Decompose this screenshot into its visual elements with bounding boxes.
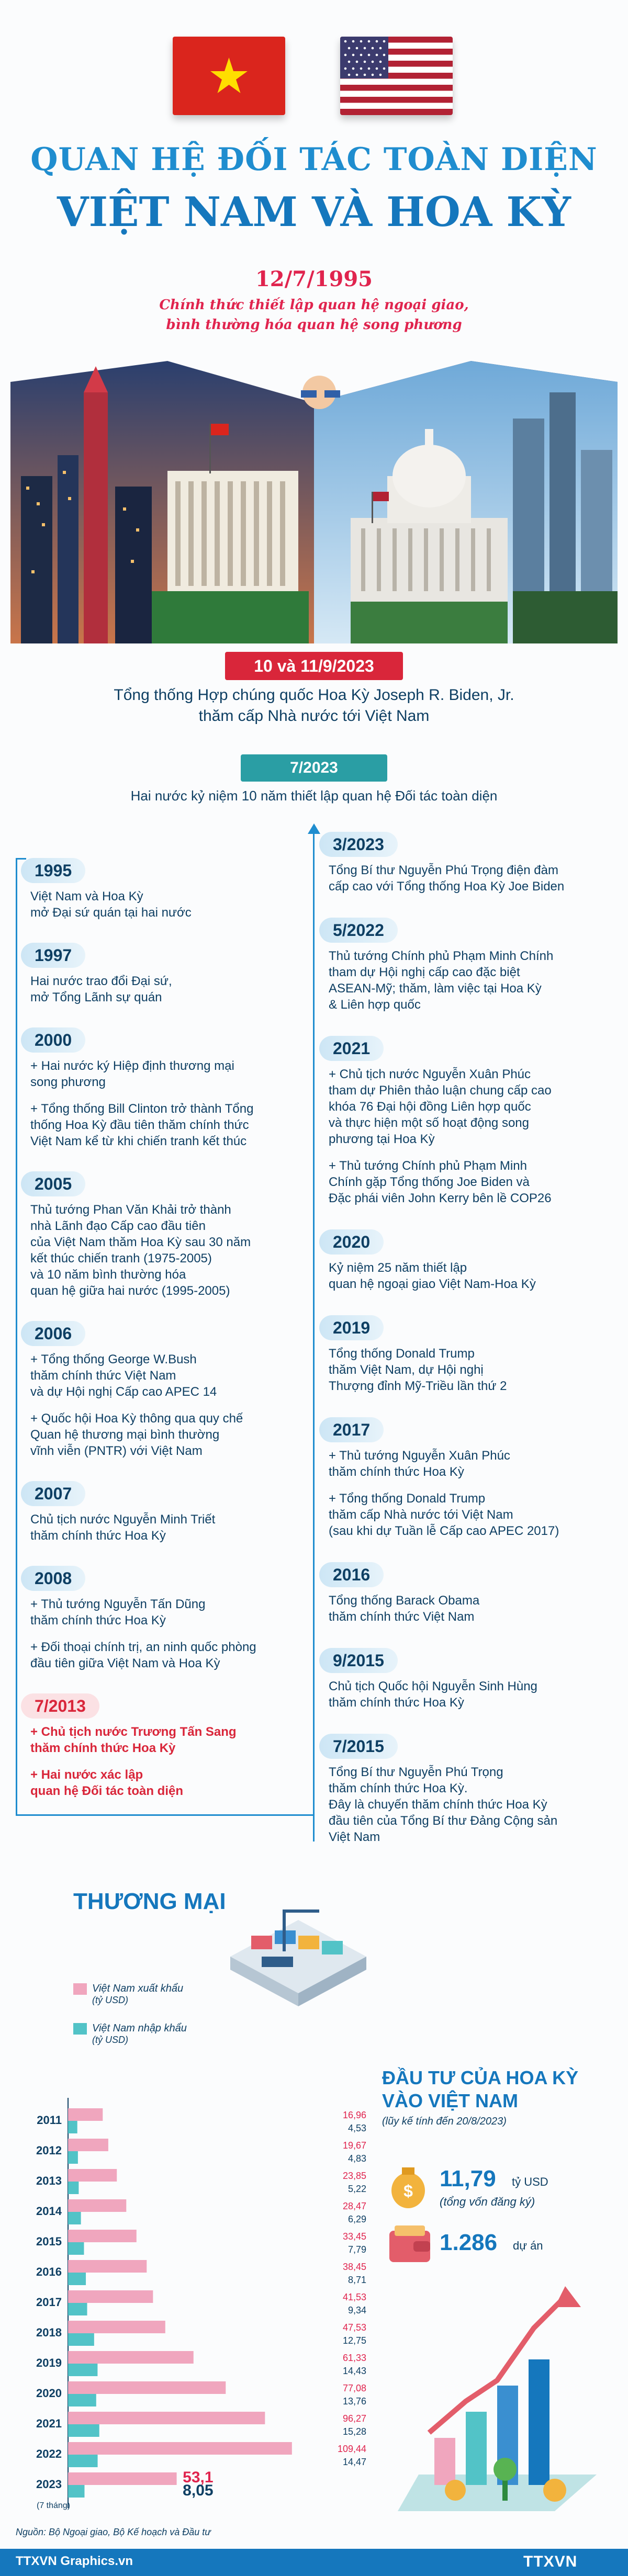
wallet-icon xyxy=(387,2223,432,2265)
left-event-line: Hai nước trao đổi Đại sứ, xyxy=(30,974,172,988)
left-event-5-0 xyxy=(30,1511,215,1544)
left-event-line: thăm chính thức Hoa Kỳ xyxy=(30,1741,176,1755)
right-event-line: + Tổng thống Donald Trump xyxy=(329,1492,486,1506)
export-value-label: 19,67 xyxy=(342,2140,366,2151)
right-event-line: + Chủ tịch nước Nguyễn Xuân Phúc xyxy=(329,1067,531,1081)
export-bar xyxy=(68,2321,165,2333)
export-value-label: 38,45 xyxy=(342,2262,366,2272)
establishment-date: 12/7/1995 xyxy=(255,267,373,291)
export-value-label: 77,08 xyxy=(342,2383,366,2393)
export-bar xyxy=(68,2351,194,2364)
right-event-line: Thủ tướng Chính phủ Phạm Minh Chính xyxy=(329,949,554,963)
export-bar xyxy=(68,2139,108,2151)
left-event-4-1 xyxy=(30,1410,243,1459)
left-year-5: 2007 xyxy=(21,1481,85,1506)
state-visit-line-1: Tổng thống Hợp chúng quốc Hoa Kỳ Joseph R. Biden, Jr. xyxy=(114,686,514,704)
category-label: 2013 xyxy=(36,2174,62,2187)
export-value-label: 16,96 xyxy=(342,2110,366,2120)
right-event-line: khóa 76 Đại hội đồng Liên hợp quốc xyxy=(329,1100,531,1114)
left-event-2-1 xyxy=(30,1101,253,1149)
left-year-7: 7/2013 xyxy=(21,1693,99,1719)
import-value-label: 15,28 xyxy=(342,2426,366,2437)
right-event-line: quan hệ ngoại giao Việt Nam-Hoa Kỳ xyxy=(329,1277,536,1291)
left-event-line: Việt Nam và Hoa Kỳ xyxy=(30,889,143,903)
category-label: 2015 xyxy=(36,2235,62,2248)
right-event-line: ASEAN-Mỹ; thăm, làm việc tại Hoa Kỳ xyxy=(329,981,542,996)
left-year-3: 2005 xyxy=(21,1171,85,1196)
right-event-line: Tổng Bí thư Nguyễn Phú Trọng xyxy=(329,1765,503,1779)
import-bar xyxy=(68,2151,78,2164)
legend-import-unit: (tỷ USD) xyxy=(92,2035,128,2045)
timeline-left-rail xyxy=(16,858,17,1815)
left-event-7-1 xyxy=(30,1767,183,1799)
right-event-line: phương tại Hoa Kỳ xyxy=(329,1132,435,1146)
right-year-8: 7/2015 xyxy=(319,1734,398,1759)
projects-value: 1.286 xyxy=(440,2230,498,2255)
right-event-2-1 xyxy=(329,1158,552,1206)
right-year-3: 2020 xyxy=(319,1229,384,1255)
left-event-line: + Thủ tướng Nguyễn Tấn Dũng xyxy=(30,1597,206,1611)
skyline-illustration xyxy=(10,361,618,643)
left-event-line: + Tổng thống George W.Bush xyxy=(30,1352,197,1366)
timeline-left-cap xyxy=(16,858,26,860)
subtitle-line-2: bình thường hóa quan hệ song phương xyxy=(166,317,462,333)
export-bar xyxy=(68,2108,103,2121)
right-year-6: 2016 xyxy=(319,1562,384,1587)
import-bar xyxy=(68,2424,99,2437)
import-bar xyxy=(68,2303,87,2315)
import-value-label: 4,83 xyxy=(347,2153,366,2164)
import-value-label: 14,43 xyxy=(342,2366,366,2376)
left-event-line: + Quốc hội Hoa Kỳ thông qua quy chế xyxy=(30,1411,243,1426)
right-year-5: 2017 xyxy=(319,1417,384,1442)
category-label: 2018 xyxy=(36,2326,62,2339)
export-bar xyxy=(68,2412,265,2424)
investment-title-line-2: VÀO VIỆT NAM xyxy=(382,2090,519,2111)
category-label: 2020 xyxy=(36,2387,62,2400)
right-event-line: Đây là chuyến thăm chính thức Hoa Kỳ xyxy=(329,1798,547,1812)
right-event-5-0 xyxy=(329,1448,510,1480)
import-bar xyxy=(68,2364,97,2376)
import-value-label: 12,75 xyxy=(342,2335,366,2346)
import-value-label: 8,71 xyxy=(347,2275,366,2285)
right-event-line: + Thủ tướng Nguyễn Xuân Phúc xyxy=(329,1449,510,1463)
right-event-line: Kỷ niệm 25 năm thiết lập xyxy=(329,1261,467,1275)
left-event-0-0 xyxy=(30,888,192,921)
import-value-label: 9,34 xyxy=(347,2305,366,2315)
left-event-6-1 xyxy=(30,1639,256,1671)
right-event-line: cấp cao với Tổng thống Hoa Kỳ Joe Biden xyxy=(329,879,565,894)
left-event-line: mở Tổng Lãnh sự quán xyxy=(30,990,162,1004)
left-event-line: vĩnh viễn (PNTR) với Việt Nam xyxy=(30,1444,203,1458)
import-value-label: 13,76 xyxy=(342,2396,366,2406)
trade-bar-chart xyxy=(0,2093,382,2511)
right-event-5-1 xyxy=(329,1490,559,1539)
import-bar xyxy=(68,2394,96,2406)
subtitle-line-1: Chính thức thiết lập quan hệ ngoại giao, xyxy=(159,297,469,313)
export-value-label: 61,33 xyxy=(342,2353,366,2363)
category-label: 2022 xyxy=(36,2447,62,2460)
left-event-line: kết thúc chiến tranh (1975-2005) xyxy=(30,1251,212,1266)
export-value-label: 23,85 xyxy=(342,2171,366,2181)
category-label: 2014 xyxy=(36,2205,62,2218)
right-event-line: tham dự Phiên thảo luận chung cấp cao xyxy=(329,1083,552,1098)
right-event-line: Tổng Bí thư Nguyễn Phú Trọng điện đàm xyxy=(329,863,558,877)
left-event-3-0 xyxy=(30,1202,251,1299)
export-value-label: 33,45 xyxy=(342,2231,366,2242)
right-event-line: Tổng thống Barack Obama xyxy=(329,1594,480,1608)
export-bar xyxy=(68,2260,147,2273)
legend-import xyxy=(73,2023,187,2046)
left-event-line: đầu tiên giữa Việt Nam và Hoa Kỳ xyxy=(30,1656,220,1670)
ttxvn-logo: TTXVN xyxy=(523,2553,578,2570)
export-bar xyxy=(68,2472,177,2485)
category-label: 2016 xyxy=(36,2265,62,2278)
right-event-7-0 xyxy=(329,1678,537,1711)
right-event-line: Chủ tịch Quốc hội Nguyễn Sinh Hùng xyxy=(329,1679,537,1693)
usa-flag xyxy=(340,37,453,115)
import-bar xyxy=(68,2333,94,2346)
import-bar xyxy=(68,2455,98,2467)
import-value-label: 8,05 xyxy=(183,2482,214,2499)
left-event-line: thăm chính thức Việt Nam xyxy=(30,1369,176,1383)
export-value-label: 28,47 xyxy=(342,2201,366,2211)
right-event-0-0 xyxy=(329,862,564,895)
left-event-line: + Tổng thống Bill Clinton trở thành Tổng xyxy=(30,1102,254,1116)
capital-value: 11,79 xyxy=(440,2166,496,2191)
right-event-8-0 xyxy=(329,1764,557,1845)
capital-desc: (tổng vốn đăng ký) xyxy=(440,2195,535,2208)
export-bar xyxy=(68,2169,117,2182)
footer-site: TTXVN Graphics.vn xyxy=(16,2554,133,2568)
right-year-7: 9/2015 xyxy=(319,1648,398,1673)
capital-unit: tỷ USD xyxy=(512,2175,548,2188)
milestone-date: 7/2023 xyxy=(241,754,387,782)
legend-import-swatch xyxy=(73,2023,87,2035)
right-event-line: Việt Nam xyxy=(329,1830,380,1844)
port-illustration xyxy=(220,1878,377,2014)
left-event-line: thống Hoa Kỳ đầu tiên thăm chính thức xyxy=(30,1118,249,1132)
import-bar xyxy=(68,2212,81,2224)
export-value-label: 47,53 xyxy=(342,2322,366,2333)
import-value-label: 5,22 xyxy=(347,2184,366,2194)
left-event-line: quan hệ Đối tác toàn diện xyxy=(30,1784,184,1798)
right-event-line: & Liên hợp quốc xyxy=(329,998,421,1012)
left-event-2-0 xyxy=(30,1058,234,1090)
left-event-line: + Đối thoại chính trị, an ninh quốc phòng xyxy=(30,1640,256,1654)
title-line-2: VIỆT NAM VÀ HOA KỲ xyxy=(57,188,571,236)
legend-export-swatch xyxy=(73,1983,87,1995)
category-label: 2021 xyxy=(36,2417,62,2430)
right-event-line: Tổng thống Donald Trump xyxy=(329,1347,475,1361)
legend-export-unit: (tỷ USD) xyxy=(92,1995,128,2005)
right-event-line: Thượng đỉnh Mỹ-Triều lần thứ 2 xyxy=(329,1379,507,1393)
chart-footnote: (7 tháng) xyxy=(37,2501,71,2510)
left-event-line: Chủ tịch nước Nguyễn Minh Triết xyxy=(30,1512,216,1527)
left-event-line: Quan hệ thương mại bình thường xyxy=(30,1428,220,1442)
right-event-4-0 xyxy=(329,1346,507,1394)
timeline-bottom-link xyxy=(16,1814,314,1816)
investment-title xyxy=(382,2066,578,2112)
left-year-2: 2000 xyxy=(21,1027,85,1053)
export-value-label: 53,1 xyxy=(183,2469,214,2486)
right-event-line: thăm cấp Nhà nước tới Việt Nam xyxy=(329,1508,513,1522)
source-note: Nguồn: Bộ Ngoại giao, Bộ Kế hoạch và Đầu tư xyxy=(16,2527,211,2537)
category-label: 2019 xyxy=(36,2356,62,2369)
export-value-label: 41,53 xyxy=(342,2292,366,2302)
legend-export-label: Việt Nam xuất khẩu xyxy=(92,1983,184,1994)
import-bar xyxy=(68,2485,84,2498)
import-bar xyxy=(68,2121,77,2133)
export-value-label: 109,44 xyxy=(337,2444,366,2454)
category-label: 2011 xyxy=(37,2114,62,2127)
right-event-line: + Thủ tướng Chính phủ Phạm Minh xyxy=(329,1159,527,1173)
left-event-1-0 xyxy=(30,973,172,1005)
left-event-line: + Hai nước xác lập xyxy=(30,1768,143,1782)
right-event-2-0 xyxy=(329,1066,552,1147)
left-event-line: + Hai nước ký Hiệp định thương mại xyxy=(30,1059,234,1073)
right-event-1-0 xyxy=(329,948,553,1013)
right-event-line: thăm chính thức Hoa Kỳ xyxy=(329,1696,464,1710)
import-value-label: 6,29 xyxy=(347,2214,366,2224)
left-event-line: Việt Nam kể từ khi chiến tranh kết thúc xyxy=(30,1134,247,1148)
coin-bag-icon xyxy=(387,2158,429,2210)
left-event-line: + Chủ tịch nước Trương Tấn Sang xyxy=(30,1725,237,1739)
import-bar xyxy=(68,2273,86,2285)
left-event-4-0 xyxy=(30,1351,217,1400)
export-bar xyxy=(68,2442,292,2455)
category-label: 2017 xyxy=(36,2296,62,2309)
right-event-line: thăm chính thức Việt Nam xyxy=(329,1610,475,1624)
right-event-6-0 xyxy=(329,1592,479,1625)
legend-import-label: Việt Nam nhập khẩu xyxy=(92,2023,187,2034)
right-event-line: Đặc phái viên John Kerry bên lề COP26 xyxy=(329,1191,552,1205)
left-year-1: 1997 xyxy=(21,943,85,968)
right-event-line: thăm chính thức Hoa Kỳ xyxy=(329,1465,464,1479)
import-bar xyxy=(68,2182,78,2194)
export-bar xyxy=(68,2381,226,2394)
left-year-6: 2008 xyxy=(21,1566,85,1591)
right-event-line: Chính gặp Tổng thống Joe Biden và xyxy=(329,1175,530,1189)
category-label: 2023 xyxy=(36,2478,62,2491)
import-value-label: 7,79 xyxy=(347,2244,366,2255)
export-bar xyxy=(68,2290,153,2303)
export-bar xyxy=(68,2199,126,2212)
right-event-line: tham dự Hội nghị cấp cao đặc biệt xyxy=(329,965,520,979)
category-label: 2012 xyxy=(36,2144,62,2157)
right-year-0: 3/2023 xyxy=(319,832,398,857)
left-event-line: Thủ tướng Phan Văn Khải trở thành xyxy=(30,1203,231,1217)
right-event-line: thăm Việt Nam, dự Hội nghị xyxy=(329,1363,484,1377)
right-year-4: 2019 xyxy=(319,1315,384,1340)
left-year-0: 1995 xyxy=(21,858,85,883)
right-event-line: đầu tiên của Tổng Bí thư Đảng Cộng sản xyxy=(329,1814,558,1828)
state-visit-line-2: thăm cấp Nhà nước tới Việt Nam xyxy=(198,707,430,725)
left-event-line: nhà Lãnh đạo Cấp cao đầu tiên xyxy=(30,1219,206,1233)
import-value-label: 4,53 xyxy=(347,2123,366,2133)
left-event-7-0 xyxy=(30,1724,237,1756)
vietnam-flag xyxy=(173,37,285,115)
timeline-axis xyxy=(313,832,315,1841)
left-event-line: song phương xyxy=(30,1075,106,1089)
right-year-2: 2021 xyxy=(319,1036,384,1061)
import-value-label: 14,47 xyxy=(342,2457,366,2467)
left-event-6-0 xyxy=(30,1596,205,1629)
investment-note: (lũy kế tính đến 20/8/2023) xyxy=(382,2116,507,2127)
milestone-text: Hai nước kỷ niệm 10 năm thiết lập quan hệ Đối tác toàn diện xyxy=(130,788,498,804)
investment-growth-illustration xyxy=(398,2286,618,2516)
right-event-3-0 xyxy=(329,1260,536,1292)
svg-text:$: $ xyxy=(403,2182,413,2200)
left-event-line: mở Đại sứ quán tại hai nước xyxy=(30,906,192,920)
state-visit-date: 10 và 11/9/2023 xyxy=(225,652,403,680)
left-event-line: quan hệ giữa hai nước (1995-2005) xyxy=(30,1284,230,1298)
left-year-4: 2006 xyxy=(21,1321,85,1346)
right-event-line: và thực hiện một số hoạt động song xyxy=(329,1116,529,1130)
left-event-line: thăm chính thức Hoa Kỳ xyxy=(30,1613,166,1628)
import-bar xyxy=(68,2242,84,2255)
investment-title-line-1: ĐẦU TƯ CỦA HOA KỲ xyxy=(382,2067,579,2088)
right-event-line: (sau khi dự Tuần lễ Cấp cao APEC 2017) xyxy=(329,1524,559,1538)
timeline-arrow-icon xyxy=(308,823,320,834)
right-event-line: thăm chính thức Hoa Kỳ. xyxy=(329,1781,468,1795)
title-line-1: QUAN HỆ ĐỐI TÁC TOÀN DIỆN xyxy=(30,141,598,178)
projects-unit: dự án xyxy=(513,2239,543,2252)
left-event-line: thăm chính thức Hoa Kỳ xyxy=(30,1529,166,1543)
trade-title: THƯƠNG MẠI xyxy=(73,1889,226,1914)
legend-export xyxy=(73,1983,183,2006)
left-event-line: và dự Hội nghị Cấp cao APEC 14 xyxy=(30,1385,217,1399)
export-value-label: 96,27 xyxy=(342,2413,366,2424)
export-bar xyxy=(68,2230,137,2242)
right-year-1: 5/2022 xyxy=(319,918,398,943)
left-event-line: của Việt Nam thăm Hoa Kỳ sau 30 năm xyxy=(30,1235,251,1249)
left-event-line: và 10 năm bình thường hóa xyxy=(30,1268,186,1282)
